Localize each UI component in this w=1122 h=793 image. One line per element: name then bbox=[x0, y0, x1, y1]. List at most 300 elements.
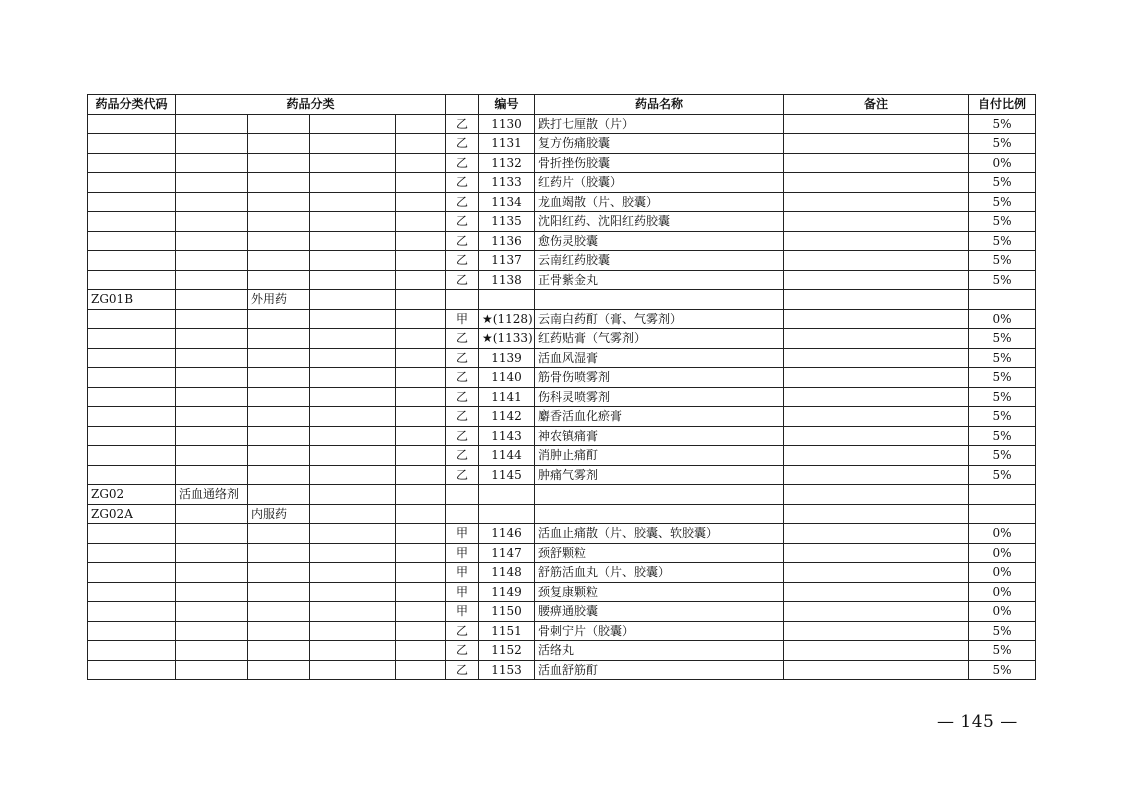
cell-drug-number: 1137 bbox=[479, 251, 535, 271]
cell-category-level3 bbox=[310, 543, 396, 563]
cell-category-level2 bbox=[248, 426, 310, 446]
cell-category-level3 bbox=[310, 212, 396, 232]
cell-category-level1 bbox=[176, 524, 248, 544]
cell-drug-number: 1145 bbox=[479, 465, 535, 485]
cell-category-code bbox=[88, 446, 176, 466]
cell-drug-number: 1146 bbox=[479, 524, 535, 544]
cell-remark bbox=[784, 524, 969, 544]
cell-category-code bbox=[88, 251, 176, 271]
cell-category-level2 bbox=[248, 212, 310, 232]
cell-category-code bbox=[88, 563, 176, 583]
table-row bbox=[88, 192, 1036, 212]
header-ratio: 自付比例 bbox=[969, 95, 1036, 115]
cell-category-level2 bbox=[248, 251, 310, 271]
table-row bbox=[88, 173, 1036, 193]
table-row bbox=[88, 309, 1036, 329]
cell-drug-name: 舒筋活血丸（片、胶囊） bbox=[535, 563, 784, 583]
cell-drug-level: 乙 bbox=[446, 387, 479, 407]
table-row bbox=[88, 660, 1036, 680]
cell-category-level2 bbox=[248, 465, 310, 485]
cell-category-level1 bbox=[176, 563, 248, 583]
cell-drug-number: 1138 bbox=[479, 270, 535, 290]
cell-category-level4 bbox=[396, 134, 446, 154]
cell-drug-number: 1139 bbox=[479, 348, 535, 368]
cell-category-level2 bbox=[248, 485, 310, 505]
cell-category-code: ZG01B bbox=[88, 290, 176, 310]
cell-category-level1 bbox=[176, 134, 248, 154]
table-row bbox=[88, 446, 1036, 466]
cell-category-level4 bbox=[396, 387, 446, 407]
cell-category-level1: 活血通络剂 bbox=[176, 485, 248, 505]
cell-category-level2 bbox=[248, 446, 310, 466]
cell-copay-ratio: 5% bbox=[969, 660, 1036, 680]
cell-category-level4 bbox=[396, 329, 446, 349]
cell-drug-level: 乙 bbox=[446, 134, 479, 154]
cell-category-level3 bbox=[310, 114, 396, 134]
cell-category-level1 bbox=[176, 582, 248, 602]
cell-category-level1 bbox=[176, 543, 248, 563]
cell-category-level2 bbox=[248, 660, 310, 680]
cell-category-level3 bbox=[310, 231, 396, 251]
cell-drug-name: 麝香活血化瘀膏 bbox=[535, 407, 784, 427]
table-row bbox=[88, 231, 1036, 251]
cell-drug-number bbox=[479, 290, 535, 310]
cell-drug-level: 乙 bbox=[446, 621, 479, 641]
header-remark: 备注 bbox=[784, 95, 969, 115]
cell-category-level2 bbox=[248, 134, 310, 154]
cell-remark bbox=[784, 426, 969, 446]
cell-copay-ratio: 5% bbox=[969, 368, 1036, 388]
cell-drug-number: 1144 bbox=[479, 446, 535, 466]
cell-drug-level: 乙 bbox=[446, 192, 479, 212]
cell-category-level3 bbox=[310, 134, 396, 154]
cell-category-level3 bbox=[310, 485, 396, 505]
cell-remark bbox=[784, 153, 969, 173]
cell-drug-name: 云南白药酊（膏、气雾剂） bbox=[535, 309, 784, 329]
cell-drug-level: 乙 bbox=[446, 407, 479, 427]
cell-category-code bbox=[88, 134, 176, 154]
cell-category-level3 bbox=[310, 309, 396, 329]
cell-remark bbox=[784, 134, 969, 154]
cell-drug-level: 乙 bbox=[446, 641, 479, 661]
cell-category-level3 bbox=[310, 446, 396, 466]
table-row bbox=[88, 368, 1036, 388]
cell-drug-name bbox=[535, 485, 784, 505]
cell-drug-name bbox=[535, 290, 784, 310]
cell-remark bbox=[784, 563, 969, 583]
cell-category-level3 bbox=[310, 504, 396, 524]
cell-category-level4 bbox=[396, 621, 446, 641]
table-row bbox=[88, 270, 1036, 290]
cell-category-level4 bbox=[396, 426, 446, 446]
table-row bbox=[88, 134, 1036, 154]
table-row bbox=[88, 465, 1036, 485]
cell-copay-ratio: 0% bbox=[969, 309, 1036, 329]
cell-drug-level: 乙 bbox=[446, 329, 479, 349]
cell-category-level4 bbox=[396, 114, 446, 134]
cell-remark bbox=[784, 368, 969, 388]
table-row bbox=[88, 407, 1036, 427]
cell-drug-name: 活血止痛散（片、胶囊、软胶囊） bbox=[535, 524, 784, 544]
cell-remark bbox=[784, 407, 969, 427]
cell-category-level4 bbox=[396, 524, 446, 544]
cell-category-level3 bbox=[310, 407, 396, 427]
cell-category-level2 bbox=[248, 602, 310, 622]
cell-drug-name: 筋骨伤喷雾剂 bbox=[535, 368, 784, 388]
cell-category-level3 bbox=[310, 524, 396, 544]
cell-category-level3 bbox=[310, 465, 396, 485]
cell-category-code bbox=[88, 348, 176, 368]
cell-remark bbox=[784, 504, 969, 524]
table-row bbox=[88, 251, 1036, 271]
table-row bbox=[88, 485, 1036, 505]
cell-category-level2 bbox=[248, 329, 310, 349]
table-row bbox=[88, 212, 1036, 232]
cell-drug-level: 甲 bbox=[446, 563, 479, 583]
cell-category-code bbox=[88, 173, 176, 193]
cell-drug-level bbox=[446, 485, 479, 505]
table-row bbox=[88, 290, 1036, 310]
cell-category-level2 bbox=[248, 192, 310, 212]
cell-copay-ratio: 5% bbox=[969, 426, 1036, 446]
cell-remark bbox=[784, 582, 969, 602]
cell-remark bbox=[784, 290, 969, 310]
cell-drug-name: 正骨紫金丸 bbox=[535, 270, 784, 290]
cell-remark bbox=[784, 387, 969, 407]
cell-drug-level bbox=[446, 504, 479, 524]
cell-drug-number: 1130 bbox=[479, 114, 535, 134]
cell-copay-ratio: 0% bbox=[969, 563, 1036, 583]
cell-drug-name: 活络丸 bbox=[535, 641, 784, 661]
cell-category-level3 bbox=[310, 329, 396, 349]
cell-category-code bbox=[88, 270, 176, 290]
cell-drug-name: 腰痹通胶囊 bbox=[535, 602, 784, 622]
cell-category-level1 bbox=[176, 641, 248, 661]
table-row bbox=[88, 114, 1036, 134]
cell-category-level4 bbox=[396, 231, 446, 251]
cell-drug-number: 1136 bbox=[479, 231, 535, 251]
cell-category-level3 bbox=[310, 582, 396, 602]
cell-drug-level: 乙 bbox=[446, 270, 479, 290]
cell-drug-level: 乙 bbox=[446, 426, 479, 446]
cell-copay-ratio: 5% bbox=[969, 329, 1036, 349]
cell-drug-number: ★(1133) bbox=[479, 329, 535, 349]
cell-remark bbox=[784, 270, 969, 290]
cell-category-level4 bbox=[396, 251, 446, 271]
cell-category-code bbox=[88, 329, 176, 349]
cell-copay-ratio: 5% bbox=[969, 173, 1036, 193]
cell-drug-level: 乙 bbox=[446, 446, 479, 466]
cell-remark bbox=[784, 212, 969, 232]
cell-category-code: ZG02A bbox=[88, 504, 176, 524]
cell-category-code bbox=[88, 309, 176, 329]
cell-drug-name: 神农镇痛膏 bbox=[535, 426, 784, 446]
cell-category-level4 bbox=[396, 446, 446, 466]
cell-category-level1 bbox=[176, 465, 248, 485]
table-row bbox=[88, 602, 1036, 622]
cell-category-level3 bbox=[310, 251, 396, 271]
cell-remark bbox=[784, 543, 969, 563]
page-number: — 145 — bbox=[937, 712, 1018, 732]
table-row bbox=[88, 504, 1036, 524]
cell-copay-ratio: 5% bbox=[969, 407, 1036, 427]
cell-drug-level: 乙 bbox=[446, 251, 479, 271]
cell-category-code bbox=[88, 621, 176, 641]
cell-drug-number: 1143 bbox=[479, 426, 535, 446]
cell-category-level2: 内服药 bbox=[248, 504, 310, 524]
cell-copay-ratio: 5% bbox=[969, 270, 1036, 290]
cell-copay-ratio: 0% bbox=[969, 582, 1036, 602]
cell-drug-level: 乙 bbox=[446, 368, 479, 388]
cell-copay-ratio: 5% bbox=[969, 621, 1036, 641]
cell-category-level1 bbox=[176, 660, 248, 680]
cell-category-level2 bbox=[248, 641, 310, 661]
cell-category-level3 bbox=[310, 153, 396, 173]
header-category: 药品分类 bbox=[176, 95, 446, 115]
table-row bbox=[88, 543, 1036, 563]
cell-remark bbox=[784, 465, 969, 485]
cell-category-level3 bbox=[310, 368, 396, 388]
cell-drug-number bbox=[479, 485, 535, 505]
cell-drug-level: 乙 bbox=[446, 348, 479, 368]
cell-drug-level: 乙 bbox=[446, 660, 479, 680]
cell-category-level3 bbox=[310, 621, 396, 641]
cell-remark bbox=[784, 114, 969, 134]
header-level bbox=[446, 95, 479, 115]
cell-drug-number: 1142 bbox=[479, 407, 535, 427]
header-number: 编号 bbox=[479, 95, 535, 115]
cell-category-level1 bbox=[176, 153, 248, 173]
cell-category-code bbox=[88, 407, 176, 427]
cell-category-level3 bbox=[310, 270, 396, 290]
cell-category-level2 bbox=[248, 582, 310, 602]
cell-category-level2 bbox=[248, 309, 310, 329]
cell-copay-ratio: 0% bbox=[969, 153, 1036, 173]
cell-category-level4 bbox=[396, 543, 446, 563]
cell-drug-name: 活血舒筋酊 bbox=[535, 660, 784, 680]
cell-category-level4 bbox=[396, 348, 446, 368]
cell-drug-number: 1147 bbox=[479, 543, 535, 563]
table-row bbox=[88, 426, 1036, 446]
cell-category-code bbox=[88, 192, 176, 212]
cell-category-code bbox=[88, 153, 176, 173]
cell-category-level1 bbox=[176, 504, 248, 524]
cell-category-level4 bbox=[396, 368, 446, 388]
cell-category-level2 bbox=[248, 368, 310, 388]
cell-category-level2 bbox=[248, 407, 310, 427]
cell-remark bbox=[784, 621, 969, 641]
cell-drug-name: 活血风湿膏 bbox=[535, 348, 784, 368]
cell-category-level4 bbox=[396, 641, 446, 661]
cell-drug-name: 复方伤痛胶囊 bbox=[535, 134, 784, 154]
cell-drug-number: 1151 bbox=[479, 621, 535, 641]
cell-drug-name: 龙血竭散（片、胶囊） bbox=[535, 192, 784, 212]
cell-category-level4 bbox=[396, 270, 446, 290]
cell-category-code bbox=[88, 465, 176, 485]
table-row bbox=[88, 153, 1036, 173]
cell-category-level4 bbox=[396, 153, 446, 173]
cell-category-level4 bbox=[396, 192, 446, 212]
cell-drug-name: 伤科灵喷雾剂 bbox=[535, 387, 784, 407]
cell-remark bbox=[784, 348, 969, 368]
cell-category-level2 bbox=[248, 348, 310, 368]
cell-remark bbox=[784, 485, 969, 505]
cell-category-level4 bbox=[396, 485, 446, 505]
cell-drug-number: 1149 bbox=[479, 582, 535, 602]
table-row bbox=[88, 524, 1036, 544]
cell-category-code bbox=[88, 582, 176, 602]
cell-copay-ratio bbox=[969, 290, 1036, 310]
table-row bbox=[88, 329, 1036, 349]
cell-category-level3 bbox=[310, 290, 396, 310]
cell-drug-level: 乙 bbox=[446, 465, 479, 485]
cell-category-level2 bbox=[248, 173, 310, 193]
cell-category-code bbox=[88, 426, 176, 446]
cell-drug-number: 1131 bbox=[479, 134, 535, 154]
cell-copay-ratio: 5% bbox=[969, 446, 1036, 466]
cell-remark bbox=[784, 231, 969, 251]
cell-drug-level: 甲 bbox=[446, 543, 479, 563]
cell-category-level2 bbox=[248, 621, 310, 641]
cell-drug-name: 消肿止痛酊 bbox=[535, 446, 784, 466]
cell-category-level4 bbox=[396, 660, 446, 680]
cell-category-level1 bbox=[176, 114, 248, 134]
cell-remark bbox=[784, 602, 969, 622]
cell-category-code: ZG02 bbox=[88, 485, 176, 505]
cell-drug-number: 1150 bbox=[479, 602, 535, 622]
cell-drug-name: 肿痛气雾剂 bbox=[535, 465, 784, 485]
cell-category-level3 bbox=[310, 348, 396, 368]
cell-copay-ratio: 0% bbox=[969, 543, 1036, 563]
cell-drug-level: 甲 bbox=[446, 309, 479, 329]
cell-category-level1 bbox=[176, 446, 248, 466]
table-row bbox=[88, 387, 1036, 407]
table-row bbox=[88, 582, 1036, 602]
cell-category-level1 bbox=[176, 270, 248, 290]
cell-category-level2 bbox=[248, 524, 310, 544]
cell-copay-ratio bbox=[969, 504, 1036, 524]
cell-copay-ratio: 0% bbox=[969, 524, 1036, 544]
cell-category-level4 bbox=[396, 173, 446, 193]
cell-category-level2 bbox=[248, 543, 310, 563]
cell-drug-number: 1141 bbox=[479, 387, 535, 407]
cell-category-level1 bbox=[176, 309, 248, 329]
cell-drug-number bbox=[479, 504, 535, 524]
cell-copay-ratio: 5% bbox=[969, 192, 1036, 212]
cell-drug-number: 1135 bbox=[479, 212, 535, 232]
cell-drug-name: 颈复康颗粒 bbox=[535, 582, 784, 602]
cell-category-level4 bbox=[396, 212, 446, 232]
cell-category-level1 bbox=[176, 387, 248, 407]
cell-drug-number: 1134 bbox=[479, 192, 535, 212]
cell-category-level1 bbox=[176, 290, 248, 310]
cell-remark bbox=[784, 641, 969, 661]
cell-category-level1 bbox=[176, 602, 248, 622]
cell-category-level1 bbox=[176, 368, 248, 388]
cell-category-level2 bbox=[248, 270, 310, 290]
cell-drug-number: ★(1128) bbox=[479, 309, 535, 329]
cell-category-level3 bbox=[310, 641, 396, 661]
cell-category-code bbox=[88, 543, 176, 563]
table-row bbox=[88, 641, 1036, 661]
cell-category-level4 bbox=[396, 582, 446, 602]
cell-category-level2 bbox=[248, 231, 310, 251]
cell-copay-ratio: 5% bbox=[969, 465, 1036, 485]
cell-copay-ratio: 0% bbox=[969, 602, 1036, 622]
cell-category-level3 bbox=[310, 387, 396, 407]
cell-drug-level bbox=[446, 290, 479, 310]
cell-drug-name: 愈伤灵胶囊 bbox=[535, 231, 784, 251]
cell-category-level3 bbox=[310, 426, 396, 446]
cell-drug-name: 云南红药胶囊 bbox=[535, 251, 784, 271]
cell-remark bbox=[784, 309, 969, 329]
cell-category-level4 bbox=[396, 504, 446, 524]
cell-remark bbox=[784, 192, 969, 212]
cell-drug-level: 甲 bbox=[446, 602, 479, 622]
cell-category-level3 bbox=[310, 660, 396, 680]
table-row bbox=[88, 563, 1036, 583]
cell-remark bbox=[784, 660, 969, 680]
cell-category-level1 bbox=[176, 192, 248, 212]
cell-drug-name: 沈阳红药、沈阳红药胶囊 bbox=[535, 212, 784, 232]
cell-drug-level: 乙 bbox=[446, 114, 479, 134]
cell-drug-name: 骨刺宁片（胶囊） bbox=[535, 621, 784, 641]
cell-copay-ratio: 5% bbox=[969, 231, 1036, 251]
cell-drug-number: 1133 bbox=[479, 173, 535, 193]
cell-copay-ratio: 5% bbox=[969, 134, 1036, 154]
cell-copay-ratio: 5% bbox=[969, 348, 1036, 368]
cell-drug-level: 乙 bbox=[446, 153, 479, 173]
cell-category-code bbox=[88, 524, 176, 544]
cell-category-code bbox=[88, 114, 176, 134]
cell-drug-level: 甲 bbox=[446, 582, 479, 602]
cell-category-level4 bbox=[396, 290, 446, 310]
cell-copay-ratio: 5% bbox=[969, 387, 1036, 407]
cell-category-level2 bbox=[248, 114, 310, 134]
cell-category-level3 bbox=[310, 602, 396, 622]
cell-copay-ratio: 5% bbox=[969, 212, 1036, 232]
cell-drug-name: 颈舒颗粒 bbox=[535, 543, 784, 563]
cell-drug-number: 1152 bbox=[479, 641, 535, 661]
cell-category-level3 bbox=[310, 173, 396, 193]
cell-category-level2 bbox=[248, 563, 310, 583]
cell-category-level4 bbox=[396, 602, 446, 622]
cell-category-code bbox=[88, 641, 176, 661]
cell-copay-ratio: 5% bbox=[969, 114, 1036, 134]
cell-drug-number: 1132 bbox=[479, 153, 535, 173]
table-row bbox=[88, 348, 1036, 368]
cell-category-level1 bbox=[176, 251, 248, 271]
cell-category-level1 bbox=[176, 348, 248, 368]
table-body bbox=[88, 114, 1036, 680]
cell-category-level2: 外用药 bbox=[248, 290, 310, 310]
cell-remark bbox=[784, 173, 969, 193]
cell-category-level4 bbox=[396, 309, 446, 329]
cell-category-level3 bbox=[310, 563, 396, 583]
cell-drug-level: 乙 bbox=[446, 173, 479, 193]
cell-category-level1 bbox=[176, 231, 248, 251]
cell-category-level1 bbox=[176, 212, 248, 232]
cell-drug-number: 1148 bbox=[479, 563, 535, 583]
cell-category-code bbox=[88, 660, 176, 680]
cell-category-code bbox=[88, 602, 176, 622]
cell-category-level4 bbox=[396, 407, 446, 427]
cell-category-level1 bbox=[176, 407, 248, 427]
cell-remark bbox=[784, 251, 969, 271]
cell-category-level2 bbox=[248, 387, 310, 407]
cell-drug-number: 1153 bbox=[479, 660, 535, 680]
cell-category-level1 bbox=[176, 426, 248, 446]
